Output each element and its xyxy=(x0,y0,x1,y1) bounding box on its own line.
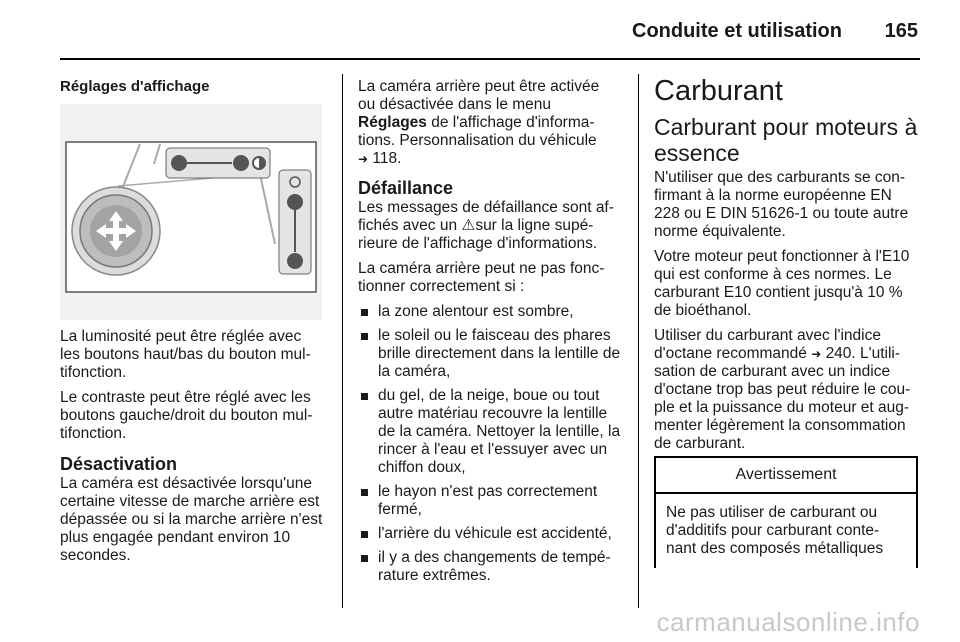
list-item: l'arrière du véhicule est accidenté, xyxy=(358,525,624,543)
activation-rest: de l'affichage d'informa-tions. Personnalisation du véhicule xyxy=(358,114,597,149)
activation-page-ref: 118. xyxy=(372,150,402,167)
watermark: carmanualsonline.info xyxy=(656,607,920,637)
display-illustration-svg xyxy=(60,104,322,320)
camera-display-illustration xyxy=(60,104,322,320)
activation-line-2: ou désactivée dans le menu xyxy=(358,96,552,113)
octane-text-start: Utiliser du carburant avec l'indice d'octane recommandé xyxy=(654,327,881,362)
warning-triangle-icon: ⚠ xyxy=(461,217,476,234)
column-3 xyxy=(654,74,920,460)
column-divider-2 xyxy=(638,74,639,608)
list-item: le soleil ou le faisceau des phares brille directement dans la lentille de la caméra, xyxy=(358,327,624,381)
column-1-body xyxy=(60,328,324,572)
deactivation-paragraph: La caméra est désactivée lorsqu'une certaine vitesse de marche arrière est dépassée ou si la marche arrière n'est plus engagée pendant environ 10 secondes. xyxy=(60,475,323,564)
page-header xyxy=(0,20,960,50)
fuel-standard-paragraph: N'utiliser que des carburants se con-firmant à la norme européenne EN 228 ou E DIN 51626-1 ou toute autre norme équivalente. xyxy=(654,169,909,240)
page-header-title: Conduite et utilisation xyxy=(632,20,842,42)
subheading-petrol-fuel: Carburant pour moteurs à essence xyxy=(654,114,918,166)
malfunction-paragraph xyxy=(358,199,624,253)
page-number: 165 xyxy=(884,20,918,42)
malfunction-text-start: Les messages de défaillance sont af-fichés avec un xyxy=(358,199,614,234)
list-item: le hayon n'est pas correctement fermé, xyxy=(358,483,624,519)
activation-line-1: La caméra arrière peut être activée xyxy=(358,78,600,95)
octane-page-ref: 240. L'utili- xyxy=(825,345,901,362)
warning-title: Avertissement xyxy=(656,458,916,494)
section-heading-display-settings: Réglages d'affichage xyxy=(60,78,210,95)
malfunction-conditions-intro: La caméra arrière peut ne pas fonc-tionner correctement si : xyxy=(358,260,605,295)
camera-activation-paragraph xyxy=(358,78,624,168)
reference-arrow-icon: ➜ xyxy=(358,152,369,166)
e10-paragraph: Votre moteur peut fonctionner à l'E10 qui est conforme à ces normes. Le carburant E10 contient jusqu'à 10 % de bioéthanol. xyxy=(654,248,910,319)
malfunction-text-end: sur la ligne supé-rieure de l'affichage d'informations. xyxy=(358,217,598,252)
warning-box xyxy=(654,456,918,568)
column-2 xyxy=(358,78,624,591)
warning-text: Ne pas utiliser de carburant ou d'additifs pour carburant conte-nant des composés métalliques xyxy=(666,504,884,557)
section-heading-fuel: Carburant xyxy=(654,75,783,107)
reference-arrow-icon: ➜ xyxy=(811,347,822,361)
malfunction-conditions-list xyxy=(358,303,624,585)
subheading-malfunction: Défaillance xyxy=(358,178,454,198)
column-1 xyxy=(60,78,324,95)
brightness-paragraph: La luminosité peut être réglée avec les boutons haut/bas du bouton mul-tifonction. xyxy=(60,328,311,381)
column-divider-1 xyxy=(342,74,343,608)
settings-menu-term: Réglages xyxy=(358,114,427,131)
list-item: il y a des changements de tempé-rature extrêmes. xyxy=(358,549,624,585)
octane-text-end: sation de carburant avec un indice d'octane trop bas peut réduire le cou-ple et la puissance du moteur et aug-menter légèrement la consommation de carburant. xyxy=(654,363,911,452)
subheading-deactivation: Désactivation xyxy=(60,454,178,474)
contrast-paragraph: Le contraste peut être réglé avec les boutons gauche/droit du bouton mul-tifonction. xyxy=(60,389,313,442)
octane-paragraph xyxy=(654,327,920,453)
list-item: la zone alentour est sombre, xyxy=(358,303,624,321)
list-item: du gel, de la neige, boue ou tout autre matériau recouvre la lentille de la caméra. Nettoyer la lentille, la rincer à l'eau et l'essuyer avec un chiffon doux, xyxy=(358,387,624,477)
header-rule xyxy=(60,58,920,60)
